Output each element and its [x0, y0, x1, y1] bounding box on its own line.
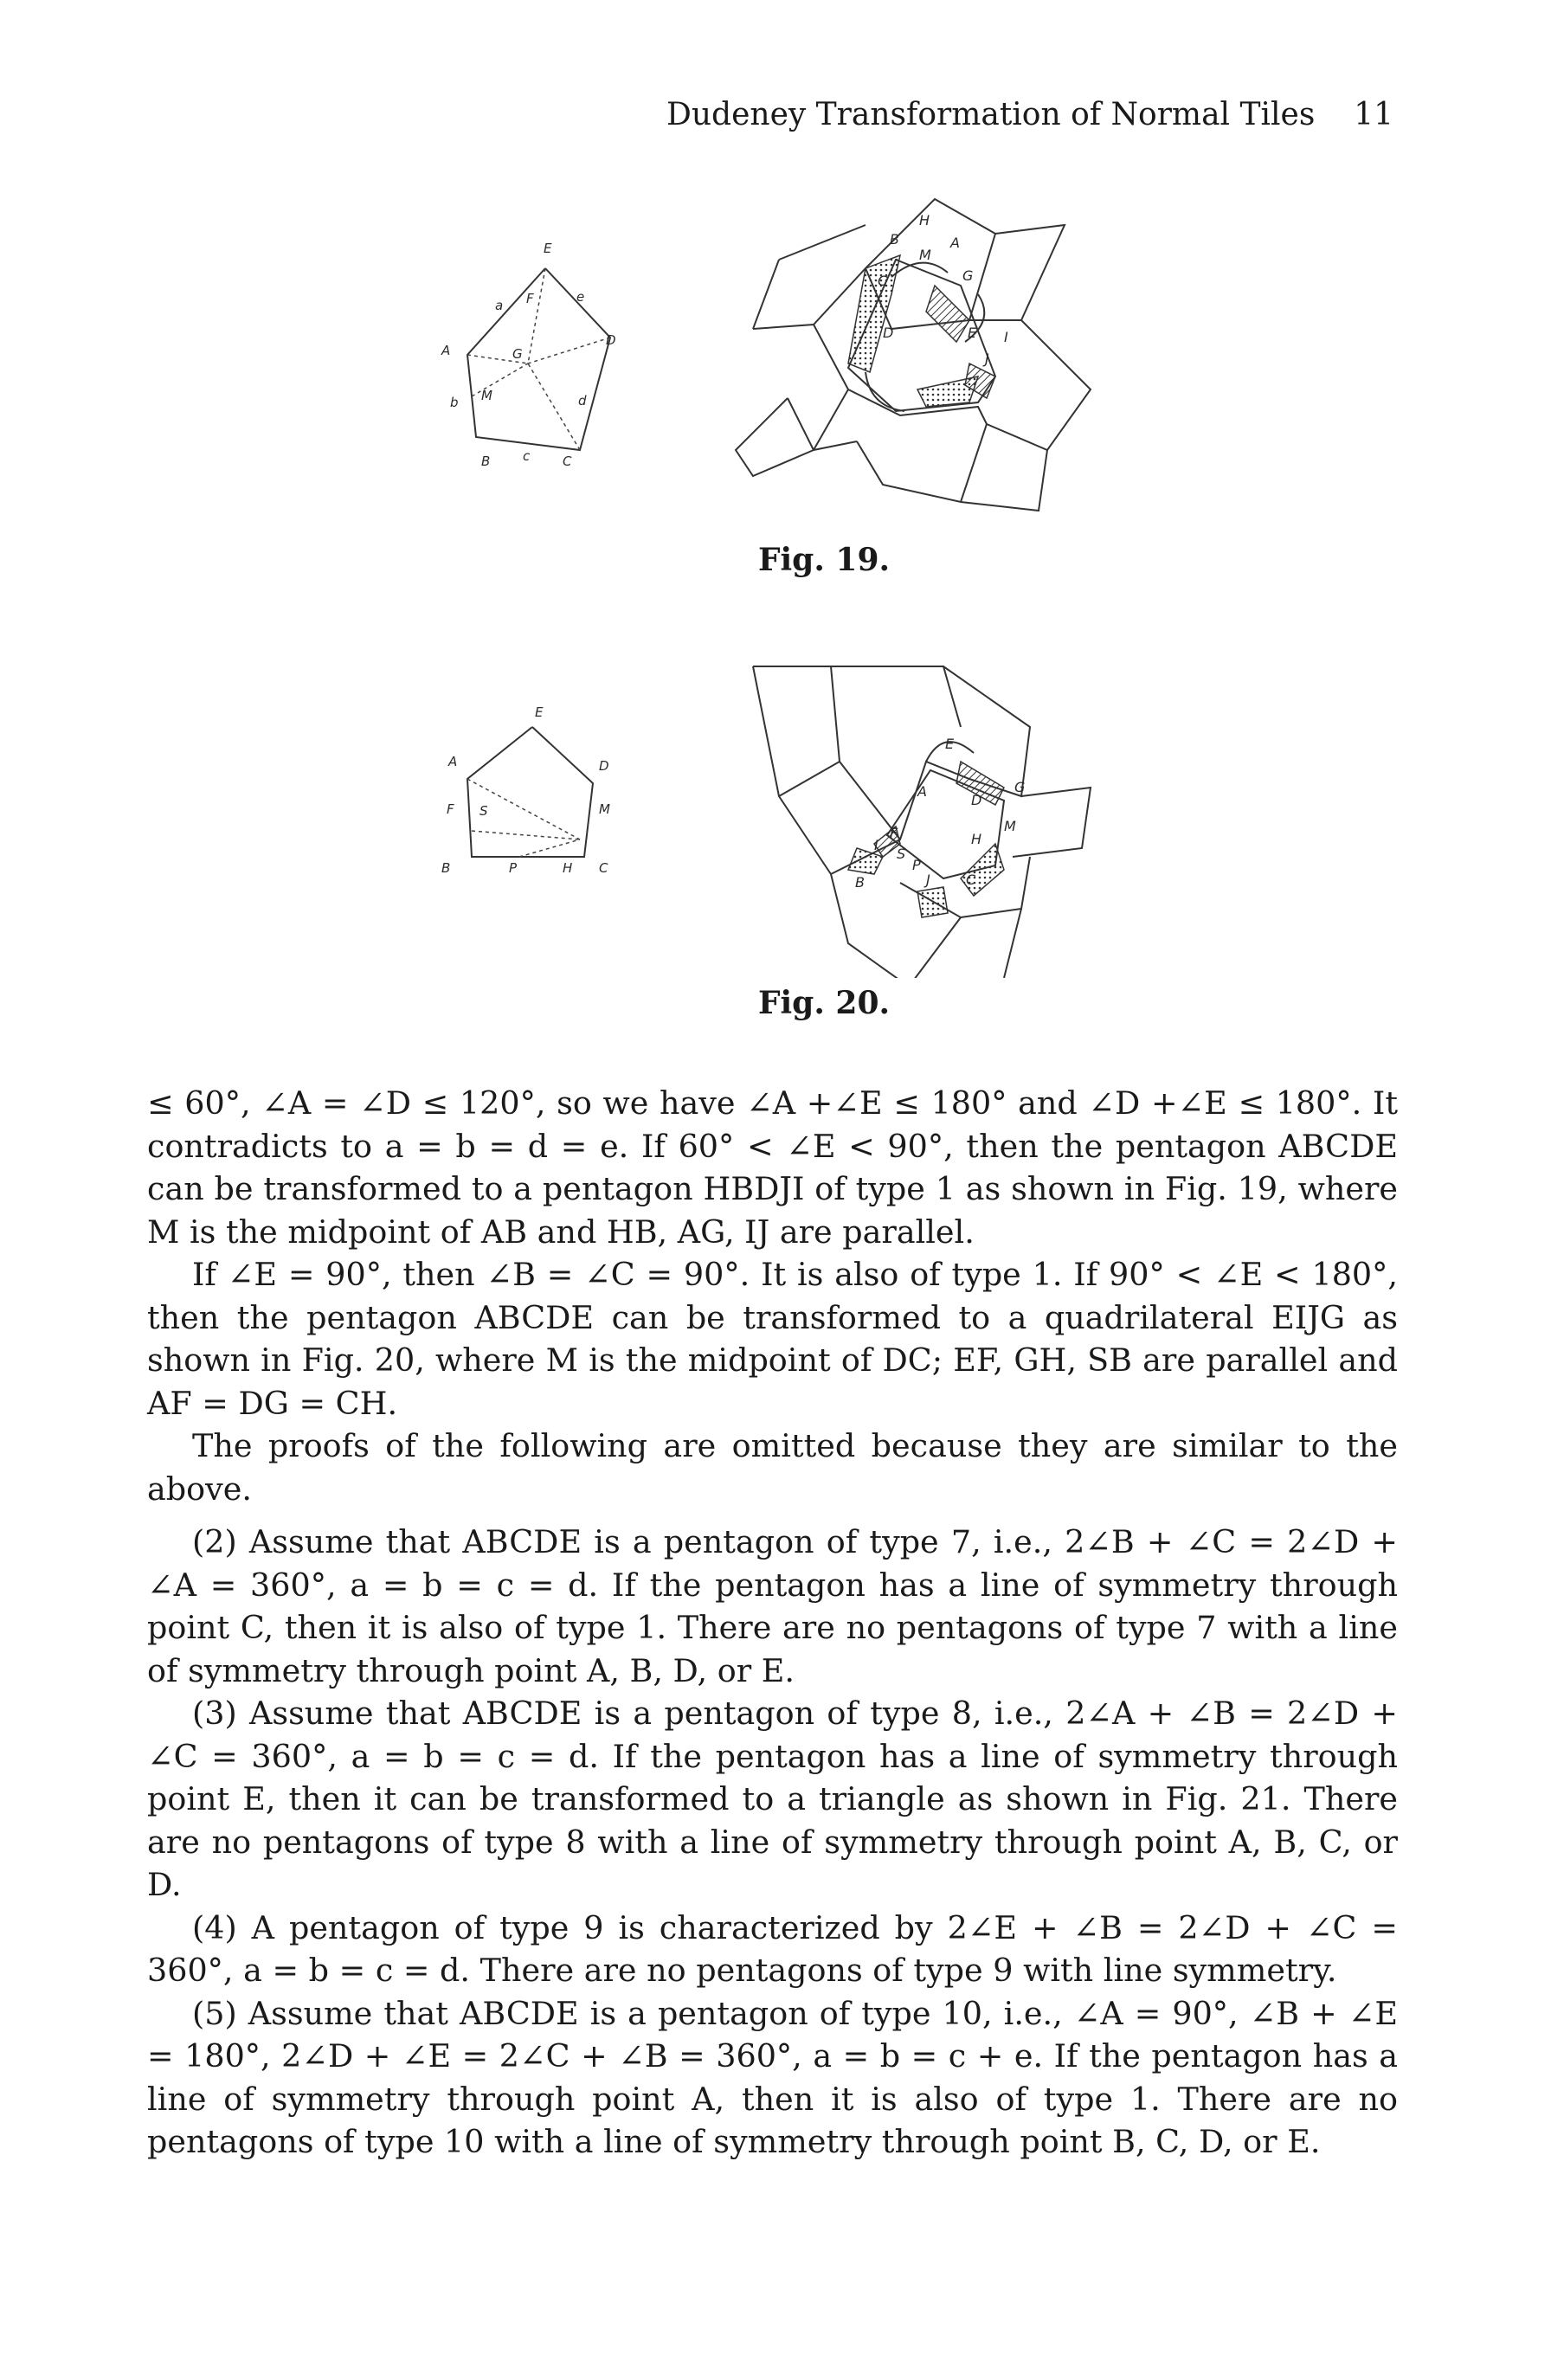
fig19-small-label-G: G — [512, 346, 523, 362]
paragraph-7: (5) Assume that ABCDE is a pentagon of type 10, i.e., ∠A = 90°, ∠B + ∠E = 180°, 2∠D + ∠E = 2∠C + ∠B = 360°, a = b = c + e. If the pentagon has a line of symmetry through point A, then it is also of type 1. There are no pentagons of type 10 with a line of symmetry through point B, C, D, or E. — [147, 1994, 1398, 2160]
fig20-small-label-A: A — [448, 754, 458, 769]
fig19-tiling-label-B: B — [890, 231, 899, 248]
fig20-small-label-P: P — [509, 860, 518, 874]
fig19-small-label-c: c — [523, 448, 531, 464]
fig19-small-label-b: b — [450, 395, 459, 410]
fig20-tiling-label-J: J — [926, 872, 930, 888]
body-text — [147, 1082, 1398, 2164]
page-number: 11 — [1354, 97, 1393, 132]
fig19-small-label-e: e — [576, 289, 585, 305]
fig19-tiling — [718, 190, 1108, 545]
fig19-small-label-A: A — [441, 343, 451, 358]
fig20-small-label-E: E — [535, 704, 544, 720]
fig20-small-label-B: B — [441, 860, 451, 874]
fig20-tiling-label-F: F — [890, 825, 898, 841]
fig19-tiling-label-A: A — [950, 235, 960, 251]
fig19-small-label-a: a — [495, 298, 504, 313]
fig20-small-label-M: M — [599, 801, 610, 817]
fig20-tiling — [744, 658, 1108, 978]
fig19-tiling-label-G: G — [962, 267, 974, 284]
fig19-caption: Fig. 19. — [757, 542, 891, 578]
fig20-tiling-label-P: P — [912, 857, 921, 873]
fig19-tiling-label-E: E — [968, 325, 977, 341]
fig20-tiling-label-A: A — [917, 783, 927, 800]
fig19-small-label-D: D — [606, 332, 616, 348]
fig20-tiling-label-G: G — [1014, 779, 1026, 795]
running-head — [666, 93, 1393, 137]
fig19-tiling-label-C: C — [878, 273, 888, 289]
fig20-tiling-label-B: B — [855, 874, 865, 891]
fig20-small-label-S: S — [479, 803, 488, 819]
fig20-tiling-label-S: S — [897, 846, 906, 862]
fig19-tiling-label-D: D — [883, 325, 894, 341]
fig19-small-label-F: F — [526, 291, 534, 306]
fig20-small-label-D: D — [599, 758, 609, 774]
fig19-tiling-label-H: H — [919, 212, 930, 228]
fig20-tiling-label-E: E — [945, 736, 955, 752]
paragraph-4: (2) Assume that ABCDE is a pentagon of type 7, i.e., 2∠B + ∠C = 2∠D + ∠A = 360°, a = b = c = d. If the pentagon has a line of symmetry through point C, then it is also of type 1. There are no pentagons of type 7 with a line of symmetry through point A, B, D, or E. — [147, 1523, 1398, 1689]
fig20-tiling-label-C: C — [966, 872, 976, 888]
fig20-tiling-label-D: D — [971, 792, 982, 808]
fig19-tiling-label-M: M — [919, 247, 931, 263]
fig20-tiling-label-I: I — [874, 837, 878, 853]
paragraph-5: (3) Assume that ABCDE is a pentagon of type 8, i.e., 2∠A + ∠B = 2∠D + ∠C = 360°, a = b = c = d. If the pentagon has a line of symmetry through point E, then it can be transformed to a triangle as shown in Fig. 21. There are no pentagons of type 8 with a line of symmetry through point A, B, C, or D. — [147, 1695, 1398, 1903]
paragraph-2: If ∠E = 90°, then ∠B = ∠C = 90°. It is also of type 1. If 90° < ∠E < 180°, then the pentagon ABCDE can be transformed to a quadrilateral EIJG as shown in Fig. 20, where M is the midpoint of DC; EF, GH, SB are parallel and AF = DG = CH. — [147, 1256, 1398, 1422]
fig20-small-label-H: H — [563, 860, 573, 874]
paragraph-6: (4) A pentagon of type 9 is characterized by 2∠E + ∠B = 2∠D + ∠C = 360°, a = b = c = d. There are no pentagons of type 9 with line symmetry. — [147, 1908, 1398, 1989]
fig19-tiling-label-J: J — [985, 351, 989, 367]
fig20-tiling-label-H: H — [971, 831, 982, 847]
paragraph-3: The proofs of the following are omitted because they are similar to the above. — [147, 1427, 1398, 1508]
fig20-small-label-C: C — [599, 860, 608, 874]
fig19-small-label-d: d — [578, 393, 587, 408]
running-head-title: Dudeney Transformation of Normal Tiles — [666, 97, 1316, 132]
fig20-tiling-label-M: M — [1004, 818, 1016, 834]
paragraph-1: ≤ 60°, ∠A = ∠D ≤ 120°, so we have ∠A +∠E ≤ 180° and ∠D +∠E ≤ 180°. It contradicts to a = b = d = e. If 60° < ∠E < 90°, then the pentagon ABCDE can be transformed to a pentagon HBDJI of type 1 as shown in Fig. 19, where M is the midpoint of AB and HB, AG, IJ are parallel. — [147, 1084, 1398, 1251]
fig19-small-label-E: E — [544, 241, 552, 256]
fig19-small-label-B: B — [481, 453, 491, 469]
fig20-small-pentagon — [433, 701, 640, 874]
fig19-tiling-label-I: I — [1004, 329, 1008, 345]
fig19-small-label-M: M — [481, 388, 492, 403]
fig20-caption: Fig. 20. — [757, 985, 891, 1021]
fig19-small-pentagon — [433, 234, 658, 476]
fig20-small-label-F: F — [447, 801, 454, 817]
fig19-small-label-C: C — [563, 453, 572, 469]
